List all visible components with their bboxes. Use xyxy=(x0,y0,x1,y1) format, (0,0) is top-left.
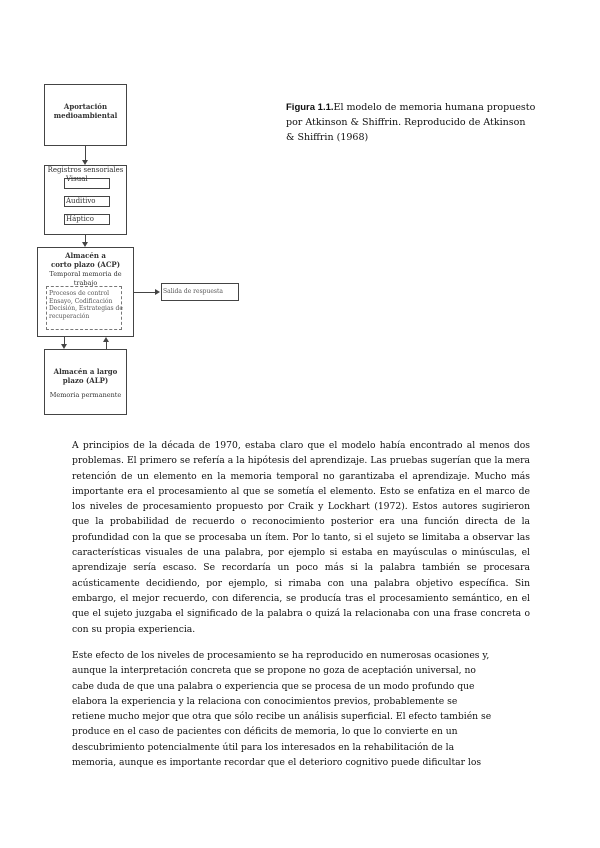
short-term-store-subtitle: Temporal memoria de trabajo xyxy=(49,270,122,287)
control-processes-label: Procesos de control Ensayo, Codificación Decisión, Estrategias de recuperación xyxy=(49,290,123,320)
long-term-store-title: Almacén a largo plazo (ALP) xyxy=(53,367,118,385)
paragraph-1: A principios de la década de 1970, estaba claro que el modelo había encontrado al menos dos problemas. El primero se refería a la hipótesis del aprendizaje. Las pruebas sugerían que la mera retención de un elemento en la memoria temporal no garantizaba el aprendizaje. Mucho más importante era el procesamiento al que se sometía el elemento. Esto se enfatiza en el marco de los niveles de procesamiento propuesto por Craik y Lockhart (1972). Estos autores sugirieron que la probabilidad de recuerdo o reconocimiento posterior era una función directa de la profundidad con la que se procesaba un ítem. Por lo tanto, si el sujeto se limitaba a observar las características visuales de una palabra, por ejemplo si estaba en mayúsculas o minúsculas, el aprendizaje sería escaso. Se recordaría un poco más si la palabra también se procesara acústicamente decidiendo, por ejemplo, si rimaba con una palabra objetivo específica. Sin embargo, el mejor recuerdo, con diferencia, se producía tras el procesamiento semántico, en el que el sujeto juzgaba el significado de la palabra o quizá la relacionaba con una frase concreta o con su propia experiencia. xyxy=(72,440,530,635)
figure-caption xyxy=(286,100,536,145)
sensory-auditory-label: Auditivo xyxy=(66,197,96,205)
paragraph-2: Este efecto de los niveles de procesamiento se ha reproducido en numerosas ocasiones y, aunque la interpretación concreta que se propone no goza de aceptación universal, no cabe duda de que una palabra o experiencia que se procesa de un modo profundo que elabora la experiencia y la relaciona con conocimientos previos, probablemente se retiene mucho mejor que otra que sólo recibe un análisis superficial. El efecto también se produce en el caso de pacientes con déficits de memoria, lo que lo convierte en un descubrimiento potencialmente útil para los interesados en la rehabilitación de la memoria, aunque es importante recordar que el deterioro cognitivo puede dificultar los xyxy=(72,650,492,769)
sensory-haptic-label: Háptico xyxy=(66,215,94,223)
sensory-registers-title: Registros sensoriales xyxy=(47,166,124,174)
figure-caption-text: El modelo de memoria humana propuesto por Atkinson & Shiffrin. Reproducido de Atkinson & Shiffrin (1968) xyxy=(286,102,536,143)
arrow-stm-response xyxy=(134,292,156,293)
response-output-label: Salida de respuesta xyxy=(163,288,223,295)
arrow-head-up-icon xyxy=(103,337,109,342)
arrow-head-icon xyxy=(155,289,160,295)
sensory-visual-label: Visual xyxy=(66,175,88,183)
environment-label: Aportación medioambiental xyxy=(53,102,118,120)
short-term-store-title: Almacén a corto plazo (ACP) xyxy=(50,251,121,269)
arrow-env-sensory xyxy=(85,146,86,160)
figure-label: Figura 1.1. xyxy=(286,102,334,113)
long-term-store-subtitle: Memoria permanente xyxy=(49,391,122,399)
